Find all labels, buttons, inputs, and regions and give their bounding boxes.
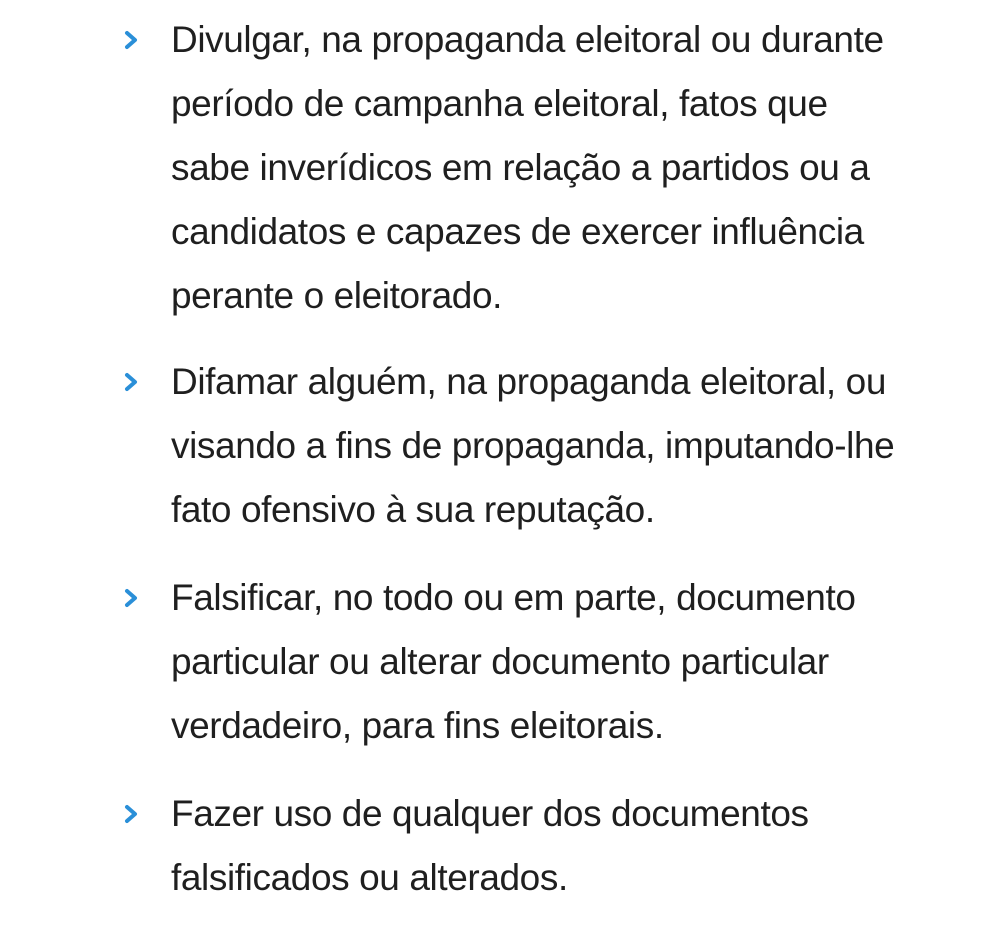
text-line: fato ofensivo à sua reputação. — [171, 489, 655, 530]
text-line: falsificados ou alterados. — [171, 857, 568, 898]
text-line: Difamar alguém, na propaganda eleitoral, ou — [171, 361, 887, 402]
chevron-right-icon — [120, 587, 142, 609]
chevron-right-icon — [120, 803, 142, 825]
list-item — [120, 782, 960, 910]
list-item — [120, 566, 960, 758]
list-item — [120, 8, 960, 328]
chevron-right-icon — [120, 29, 142, 51]
text-line: particular ou alterar documento particular — [171, 641, 829, 682]
list-item-text — [171, 782, 809, 910]
text-line: sabe inverídicos em relação a partidos ou a — [171, 147, 870, 188]
text-line: perante o eleitorado. — [171, 275, 503, 316]
list-item — [120, 350, 960, 542]
list-item-text — [171, 350, 894, 542]
text-line: verdadeiro, para fins eleitorais. — [171, 705, 664, 746]
list-item-text — [171, 8, 884, 328]
list-item-text — [171, 566, 856, 758]
text-line: visando a fins de propaganda, imputando-lhe — [171, 425, 895, 466]
text-line: Fazer uso de qualquer dos documentos — [171, 793, 809, 834]
text-line: candidatos e capazes de exercer influência — [171, 211, 864, 252]
text-line: período de campanha eleitoral, fatos que — [171, 83, 828, 124]
text-line: Divulgar, na propaganda eleitoral ou durante — [171, 19, 884, 60]
text-line: Falsificar, no todo ou em parte, documento — [171, 577, 856, 618]
chevron-right-icon — [120, 371, 142, 393]
